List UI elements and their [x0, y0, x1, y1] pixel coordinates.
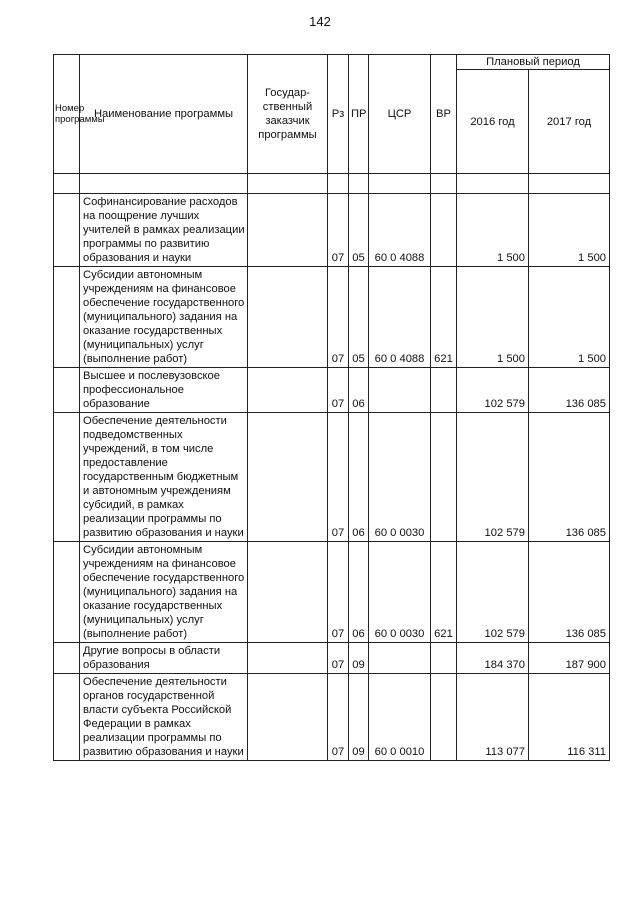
csr-cell: [369, 643, 431, 674]
rz-cell: 07: [328, 267, 349, 368]
vr-cell: [431, 368, 457, 413]
header-csr: ЦСР: [369, 55, 431, 174]
vr-cell: 621: [431, 542, 457, 643]
table-row: [54, 643, 610, 674]
customer-cell: [248, 413, 328, 542]
csr-cell: 60 0 0010: [369, 674, 431, 761]
table-row: [54, 542, 610, 643]
page-number: 142: [309, 14, 331, 29]
program-number-cell: [54, 368, 80, 413]
program-name-cell: Высшее и послевузовское профессиональное образование: [80, 368, 248, 413]
amount-2016-cell: 102 579: [457, 542, 529, 643]
header-year-2017: 2017 год: [529, 70, 610, 174]
rz-cell: 07: [328, 413, 349, 542]
header-customer: Государ-ственный заказчик программы: [248, 55, 328, 174]
amount-2017-cell: 187 900: [529, 643, 610, 674]
header-year-2016: 2016 год: [457, 70, 529, 174]
customer-cell: [248, 194, 328, 267]
amount-2017-cell: 136 085: [529, 413, 610, 542]
customer-cell: [248, 674, 328, 761]
program-number-cell: [54, 267, 80, 368]
spacer-row: [54, 174, 610, 194]
customer-cell: [248, 643, 328, 674]
amount-2016-cell: 102 579: [457, 413, 529, 542]
amount-2017-cell: 1 500: [529, 194, 610, 267]
program-name-cell: Софинансирование расходов на поощрение лучших учителей в рамках реализации программы по развитию образования и науки: [80, 194, 248, 267]
program-number-cell: [54, 674, 80, 761]
header-rz: Рз: [328, 55, 349, 174]
amount-2016-cell: 102 579: [457, 368, 529, 413]
rz-cell: 07: [328, 368, 349, 413]
rz-cell: 07: [328, 542, 349, 643]
table-row: [54, 267, 610, 368]
vr-cell: [431, 674, 457, 761]
vr-cell: [431, 194, 457, 267]
amount-2017-cell: 116 311: [529, 674, 610, 761]
customer-cell: [248, 542, 328, 643]
table-row: [54, 194, 610, 267]
csr-cell: 60 0 4088: [369, 267, 431, 368]
amount-2016-cell: 113 077: [457, 674, 529, 761]
customer-cell: [248, 267, 328, 368]
amount-2016-cell: 1 500: [457, 194, 529, 267]
program-name-cell: Субсидии автономным учреждениям на финансовое обеспечение государственного (муниципального) задания на оказание государственных (муниципальных) услуг (выполнение работ): [80, 267, 248, 368]
vr-cell: [431, 413, 457, 542]
amount-2017-cell: 136 085: [529, 542, 610, 643]
program-name-cell: Обеспечение деятельности органов государственной власти субъекта Российской Федерации в рамках реализации программы по развитию образования и науки: [80, 674, 248, 761]
program-number-cell: [54, 413, 80, 542]
pr-cell: 09: [349, 643, 369, 674]
header-program-number: Номер программы: [54, 55, 80, 174]
program-name-cell: Субсидии автономным учреждениям на финансовое обеспечение государственного (муниципального) задания на оказание государственных (муниципальных) услуг (выполнение работ): [80, 542, 248, 643]
amount-2016-cell: 184 370: [457, 643, 529, 674]
program-number-cell: [54, 542, 80, 643]
amount-2017-cell: 136 085: [529, 368, 610, 413]
budget-table: [53, 54, 610, 761]
header-program-name: Наименование программы: [80, 55, 248, 174]
table-row: [54, 674, 610, 761]
program-number-cell: [54, 643, 80, 674]
rz-cell: 07: [328, 643, 349, 674]
program-number-cell: [54, 194, 80, 267]
vr-cell: [431, 643, 457, 674]
rz-cell: 07: [328, 194, 349, 267]
pr-cell: 05: [349, 194, 369, 267]
pr-cell: 06: [349, 542, 369, 643]
program-name-cell: Обеспечение деятельности подведомственных учреждений, в том числе предоставление государственным бюджетным и автономным учреждениям субсидий, в рамках реализации программы по развитию образования и науки: [80, 413, 248, 542]
amount-2016-cell: 1 500: [457, 267, 529, 368]
csr-cell: [369, 368, 431, 413]
header-pr: ПР: [349, 55, 369, 174]
customer-cell: [248, 368, 328, 413]
header-vr: ВР: [431, 55, 457, 174]
table-row: [54, 413, 610, 542]
table-row: [54, 368, 610, 413]
csr-cell: 60 0 4088: [369, 194, 431, 267]
amount-2017-cell: 1 500: [529, 267, 610, 368]
pr-cell: 06: [349, 413, 369, 542]
pr-cell: 09: [349, 674, 369, 761]
csr-cell: 60 0 0030: [369, 542, 431, 643]
rz-cell: 07: [328, 674, 349, 761]
pr-cell: 05: [349, 267, 369, 368]
pr-cell: 06: [349, 368, 369, 413]
header-planning-period: Плановый период: [457, 55, 610, 70]
csr-cell: 60 0 0030: [369, 413, 431, 542]
program-name-cell: Другие вопросы в области образования: [80, 643, 248, 674]
vr-cell: 621: [431, 267, 457, 368]
